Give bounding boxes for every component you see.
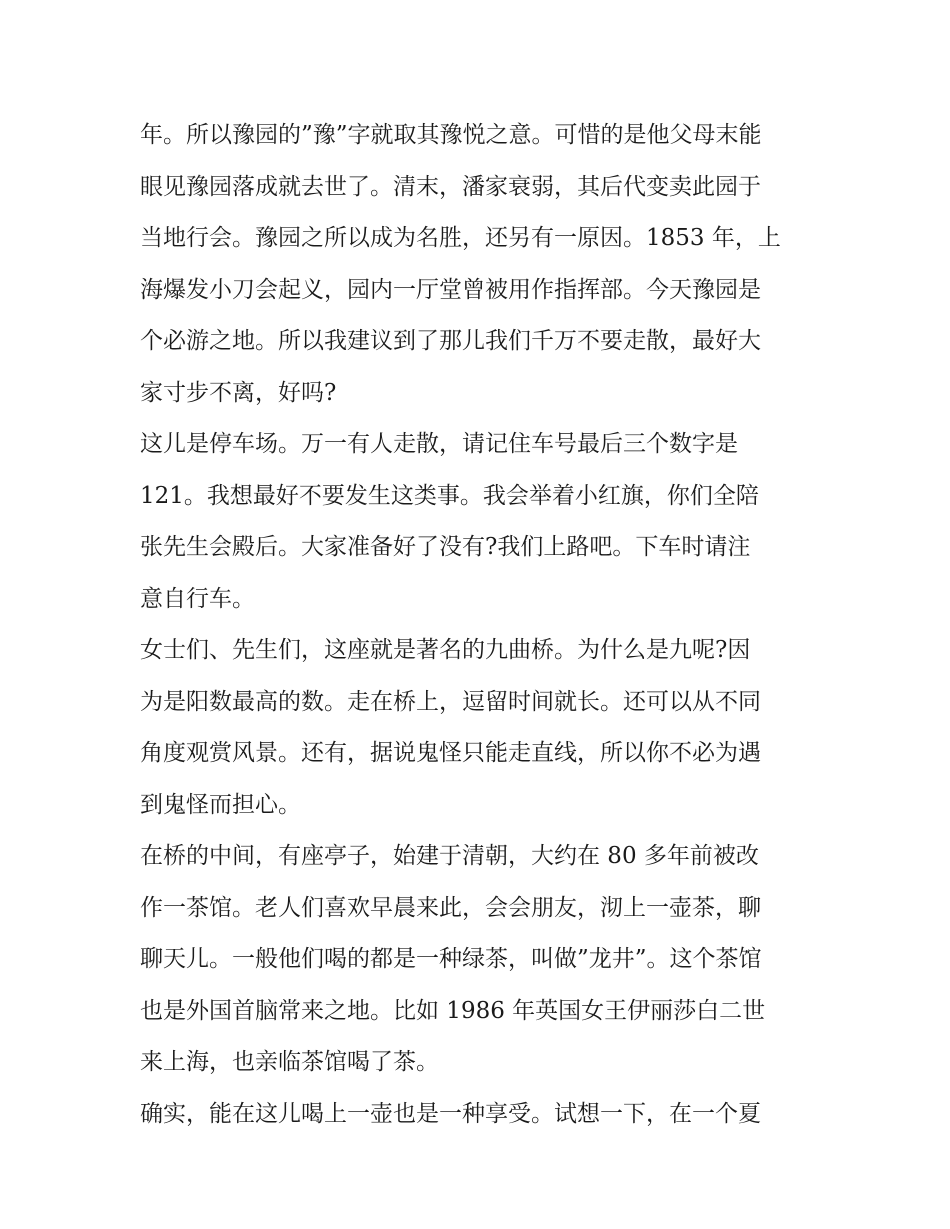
text-line: 为是阳数最高的数。走在桥上，逗留时间就长。还可以从不同: [140, 688, 761, 715]
text-line: 张先生会殿后。大家准备好了没有?我们上路吧。下车时请注: [140, 534, 751, 560]
text-line: 家寸步不离，好吗?: [140, 379, 337, 406]
text-line: 当地行会。豫园之所以成为名胜，还另有一原因。1853 年，上: [140, 225, 781, 251]
document-body: [140, 110, 820, 1140]
text-line: 聊天儿。一般他们喝的都是一种绿茶，叫做”龙井”。这个茶馆: [140, 946, 762, 972]
text-line: 在桥的中间，有座亭子，始建于清朝，大约在 80 多年前被改: [140, 843, 759, 869]
text-line: 女士们、先生们，这座就是著名的九曲桥。为什么是九呢?因: [140, 637, 751, 663]
text-line: 这儿是停车场。万一有人走散，请记住车号最后三个数字是: [140, 431, 738, 457]
text-line: 眼见豫园落成就去世了。清末，潘家衰弱，其后代变卖此园于: [140, 173, 761, 200]
text-line: 来上海，也亲临茶馆喝了茶。: [140, 1049, 439, 1075]
text-line: 到鬼怪而担心。: [140, 791, 301, 818]
text-line: 121。我想最好不要发生这类事。我会举着小红旗，你们全陪: [140, 482, 759, 509]
text-line: 个必游之地。所以我建议到了那儿我们千万不要走散，最好大: [140, 328, 761, 354]
text-line: 作一茶馆。老人们喜欢早晨来此，会会朋友，沏上一壶茶，聊: [140, 894, 761, 921]
text-line: 海爆发小刀会起义，园内一厅堂曾被用作指挥部。今天豫园是: [140, 276, 761, 303]
text-line: 角度观赏风景。还有，据说鬼怪只能走直线，所以你不必为遇: [140, 740, 761, 766]
text-line: 意自行车。: [140, 585, 255, 612]
text-line: 也是外国首脑常来之地。比如 1986 年英国女王伊丽莎白二世: [140, 997, 766, 1024]
text-line: 确实，能在这儿喝上一壶也是一种享受。试想一下，在一个夏: [140, 1100, 761, 1127]
text-line: 年。所以豫园的”豫”字就取其豫悦之意。可惜的是他父母末能: [140, 122, 762, 148]
